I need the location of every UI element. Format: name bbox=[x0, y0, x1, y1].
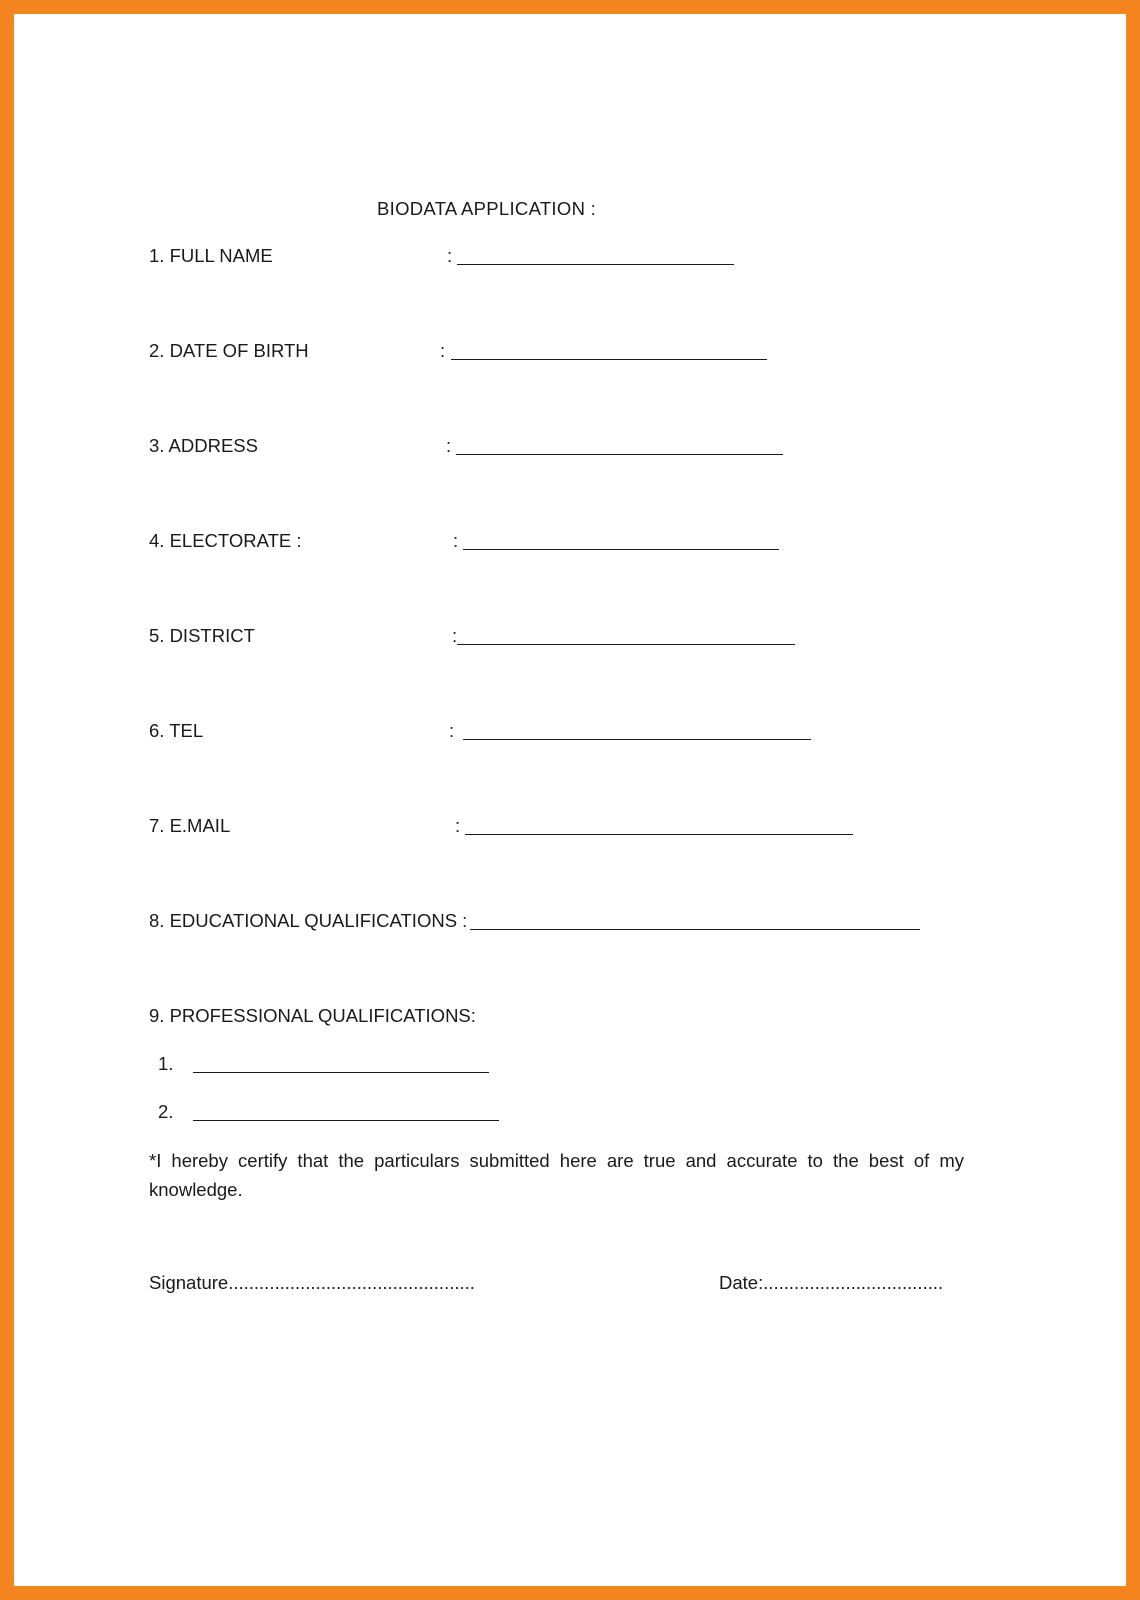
date-of-birth-field[interactable] bbox=[451, 359, 767, 360]
district-field[interactable] bbox=[457, 644, 795, 645]
tel-field[interactable] bbox=[463, 739, 811, 740]
certification-statement: *I hereby certify that the particulars submitted here are true and accurate to the best of my knowledge. bbox=[149, 1150, 964, 1200]
professional-item-2-field[interactable] bbox=[193, 1120, 499, 1121]
date-of-birth-label: 2. DATE OF BIRTH bbox=[149, 340, 309, 361]
district-label: 5. DISTRICT bbox=[149, 625, 255, 646]
tel-colon: : bbox=[449, 720, 455, 741]
address-field[interactable] bbox=[456, 454, 783, 455]
email-label: 7. E.MAIL bbox=[149, 815, 231, 836]
email-field[interactable] bbox=[465, 834, 853, 835]
address-label: 3. ADDRESS bbox=[149, 435, 258, 456]
email-colon: : bbox=[455, 815, 461, 836]
date-line[interactable]: Date:................................... bbox=[719, 1272, 944, 1293]
full-name-label: 1. FULL NAME bbox=[149, 245, 273, 266]
professional-item-1-field[interactable] bbox=[193, 1072, 489, 1073]
electorate-field[interactable] bbox=[463, 549, 779, 550]
form-title: BIODATA APPLICATION : bbox=[377, 198, 597, 219]
professional-qualifications-heading: 9. PROFESSIONAL QUALIFICATIONS: bbox=[149, 1005, 476, 1026]
signature-line[interactable]: Signature................................................ bbox=[149, 1272, 475, 1293]
electorate-colon: : bbox=[453, 530, 459, 551]
electorate-label: 4. ELECTORATE : bbox=[149, 530, 302, 551]
educational-qualifications-field[interactable] bbox=[470, 929, 920, 930]
tel-label: 6. TEL bbox=[149, 720, 204, 741]
full-name-colon: : bbox=[447, 245, 453, 266]
full-name-field[interactable] bbox=[457, 264, 734, 265]
professional-item-1-number: 1. bbox=[158, 1053, 174, 1074]
date-of-birth-colon: : bbox=[440, 340, 446, 361]
educational-qualifications-label: 8. EDUCATIONAL QUALIFICATIONS : bbox=[149, 910, 468, 931]
address-colon: : bbox=[446, 435, 452, 456]
district-colon: : bbox=[452, 625, 458, 646]
professional-item-2-number: 2. bbox=[158, 1101, 174, 1122]
